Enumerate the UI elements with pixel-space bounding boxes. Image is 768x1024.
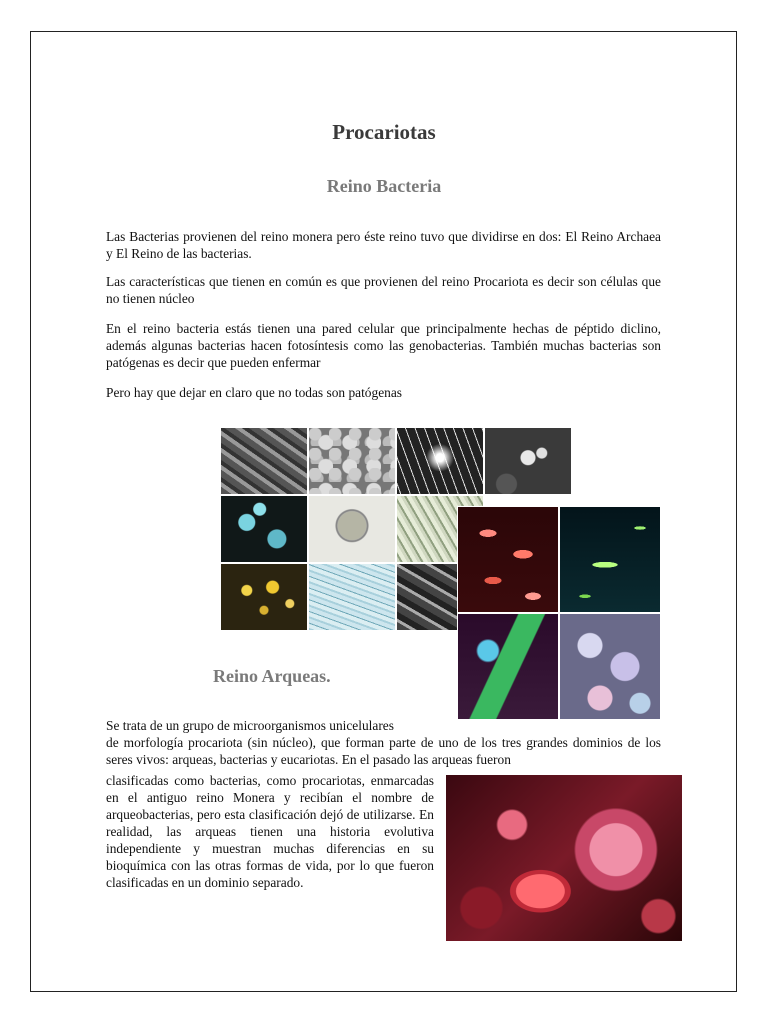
paragraph-4: Pero hay que dejar en claro que no todas son patógenas [106,385,402,400]
paragraph-5-line-2: de morfología procariota (sin núcleo), que forman parte de uno de los tres grandes dominios de los seres vivos: arqueas, bacterias y eucariotas. En el pasado las arqueas fueron [106,735,661,767]
micrograph-rod-bacteria [220,427,308,495]
bacteria-color-mosaic [457,506,662,720]
paragraph-3: En el reino bacteria estás tienen una pared celular que principalmente hechas de péptido diclino, además algunas bacterias hacen fotosíntesis como las genobacterias. También muchas bacterias son patógenas es decir que pueden enfermar [106,321,661,370]
paragraph-5-rest: clasificadas como bacterias, como procariotas, enmarcadas en el antiguo reino Monera y recibían el nombre de arqueobacterias, pero esta clasificación dejó de utilizarse. En realidad, las arqueas tienen una historia evolutiva independiente y muestran muchas diferencias en su bioquímica con las otras formas de vida, por lo que fueron clasificadas en un dominio separado. [106,773,434,890]
micrograph-blue-filaments [308,563,396,631]
paragraph-5-line-1: Se trata de un grupo de microorganismos unicelulares [106,718,394,733]
micrograph-flagellated-bacteria [396,427,484,495]
paragraph-1: Las Bacterias provienen del reino monera pero éste reino tuvo que dividirse en dos: El Reino Archaea y El Reino de las bacterias. [106,229,661,261]
micrograph-single-cell [308,495,396,563]
micrograph-spherical-cells [484,427,572,495]
paragraph-2: Las características que tienen en común es que provienen del reino Procariota es decir son células que no tienen núcleo [106,274,661,306]
section-heading-archaea: Reino Arqueas. [213,666,331,686]
illustration-green-rod [457,613,559,720]
micrograph-blue-cocci [220,495,308,563]
section-heading-bacteria: Reino Bacteria [326,176,442,196]
virus-blood-cells-illustration [446,775,682,941]
illustration-green-bacillus [559,506,661,613]
page-title: Procariotas [332,120,436,144]
micrograph-cocci-bacteria [308,427,396,495]
micrograph-yellow-colonies [220,563,308,631]
illustration-red-bacteria [457,506,559,613]
illustration-cell-cluster [559,613,661,720]
